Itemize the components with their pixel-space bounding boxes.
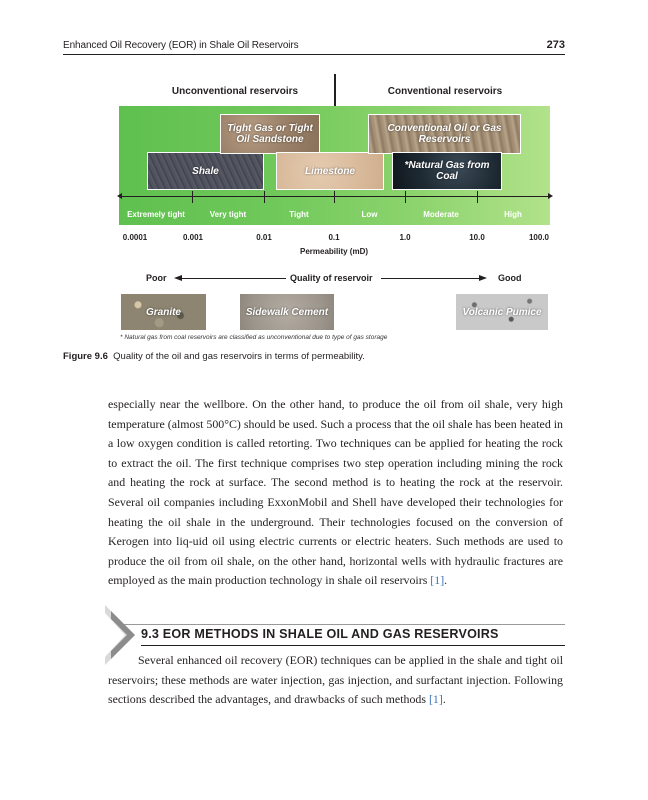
rock-conventional-label: Conventional Oil or Gas Reservoirs [387,123,502,145]
permeability-axis-title: Permeability (mD) [299,247,369,256]
page-number: 273 [546,39,565,51]
conventional-label: Conventional reservoirs [387,86,503,97]
quality-line-left [182,278,286,279]
caption-text: Quality of the oil and gas reservoirs in terms of permeability. [113,351,365,362]
class-extremely-tight: Extremely tight [127,210,185,219]
tick-label: 0.001 [182,233,204,242]
scale-tick [192,191,193,203]
body-paragraph-1 [108,395,563,591]
rock-tight-sandstone-image [220,114,320,154]
section-top-rule [118,624,565,625]
rock-limestone-label: Limestone [304,165,355,177]
caption-label: Figure 9.6 [63,351,108,362]
quality-line-right [381,278,479,279]
tick-label: 1.0 [399,233,411,242]
rock-limestone-image [276,152,384,190]
rock-tight-label: Tight Gas or Tight Oil Sandstone [227,123,313,145]
citation-link[interactable]: [1] [428,692,443,707]
tick-label: 100.0 [528,233,550,242]
paragraph-2-end: . [442,692,446,707]
class-very-tight: Very tight [209,210,247,219]
rock-cement-image [239,293,335,331]
figure-footnote: * Natural gas from coal reservoirs are classified as unconventional due to type of gas storage [120,334,388,341]
tick-label: 0.1 [328,233,340,242]
tick-label: 0.01 [256,233,272,242]
section-title: 9.3 EOR METHODS IN SHALE OIL AND GAS RESERVOIRS [141,627,499,641]
rock-pumice-image [455,293,549,331]
permeability-scale-line [120,196,550,197]
rock-pumice-label: Volcanic Pumice [462,306,542,318]
rock-granite-image [120,293,207,331]
rock-coal-label: *Natural Gas from Coal [404,160,490,182]
rock-granite-label: Granite [145,306,181,318]
quality-good-label: Good [498,273,522,283]
tick-label: 10.0 [469,233,485,242]
unconventional-label: Unconventional reservoirs [171,86,299,97]
section-underline [141,645,565,646]
paragraph-1-text: especially near the wellbore. On the other hand, to produce the oil from oil shale, very high temperature (almost 500°C) should be used. Such a process that the oil shale has been heated in a low oxygen condition is called retorting. Two techniques can be applied for heating the rock to extract the oil. The first technique comprises two step operation including mining the rock and heating the rock at surface. The second method is to heating the rock at the reservoir. Several oil companies including ExxonMobil and Shell have developed their technologies for heating the oil shale in the underground. Their technologies focused on the conversion of Kerogen into liq-uid oil using electric currents or electric heaters. Such methods are used to produce the oil from oil shale, on the other hand, horizontal wells with hydraulic fractures are employed as the main production technology in shale oil reservoirs [108,397,563,588]
rock-shale-label: Shale [192,165,219,177]
quality-poor-label: Poor [146,273,167,283]
scale-tick [405,191,406,203]
paragraph-1-end: . [444,573,448,588]
class-high: High [504,210,522,219]
scale-tick [477,191,478,203]
figure-caption [63,351,365,362]
quality-arrow-left [174,275,182,281]
citation-link[interactable]: [1] [430,573,445,588]
paragraph-2-text: Several enhanced oil recovery (EOR) techniques can be applied in the shale and tight oil reservoirs; these methods are water injection, gas injection, and surfactant injection. Following sections described the advantages, and drawbacks of such methods [108,653,563,707]
scale-tick [334,191,335,203]
quality-title: Quality of reservoir [290,273,373,283]
rock-conventional-image [368,114,521,154]
quality-arrow-right [479,275,487,281]
scale-tick [264,191,265,203]
class-tight: Tight [289,210,309,219]
tick-label: 0.0001 [122,233,148,242]
rock-shale-image [147,152,264,190]
class-moderate: Moderate [423,210,459,219]
scale-arrow-right [548,193,553,199]
rock-coal-image [392,152,502,190]
class-low: Low [361,210,378,219]
rock-cement-label: Sidewalk Cement [245,306,329,318]
body-paragraph-2 [108,651,563,710]
running-header-title: Enhanced Oil Recovery (EOR) in Shale Oil Reservoirs [63,40,299,51]
header-rule [63,54,565,55]
